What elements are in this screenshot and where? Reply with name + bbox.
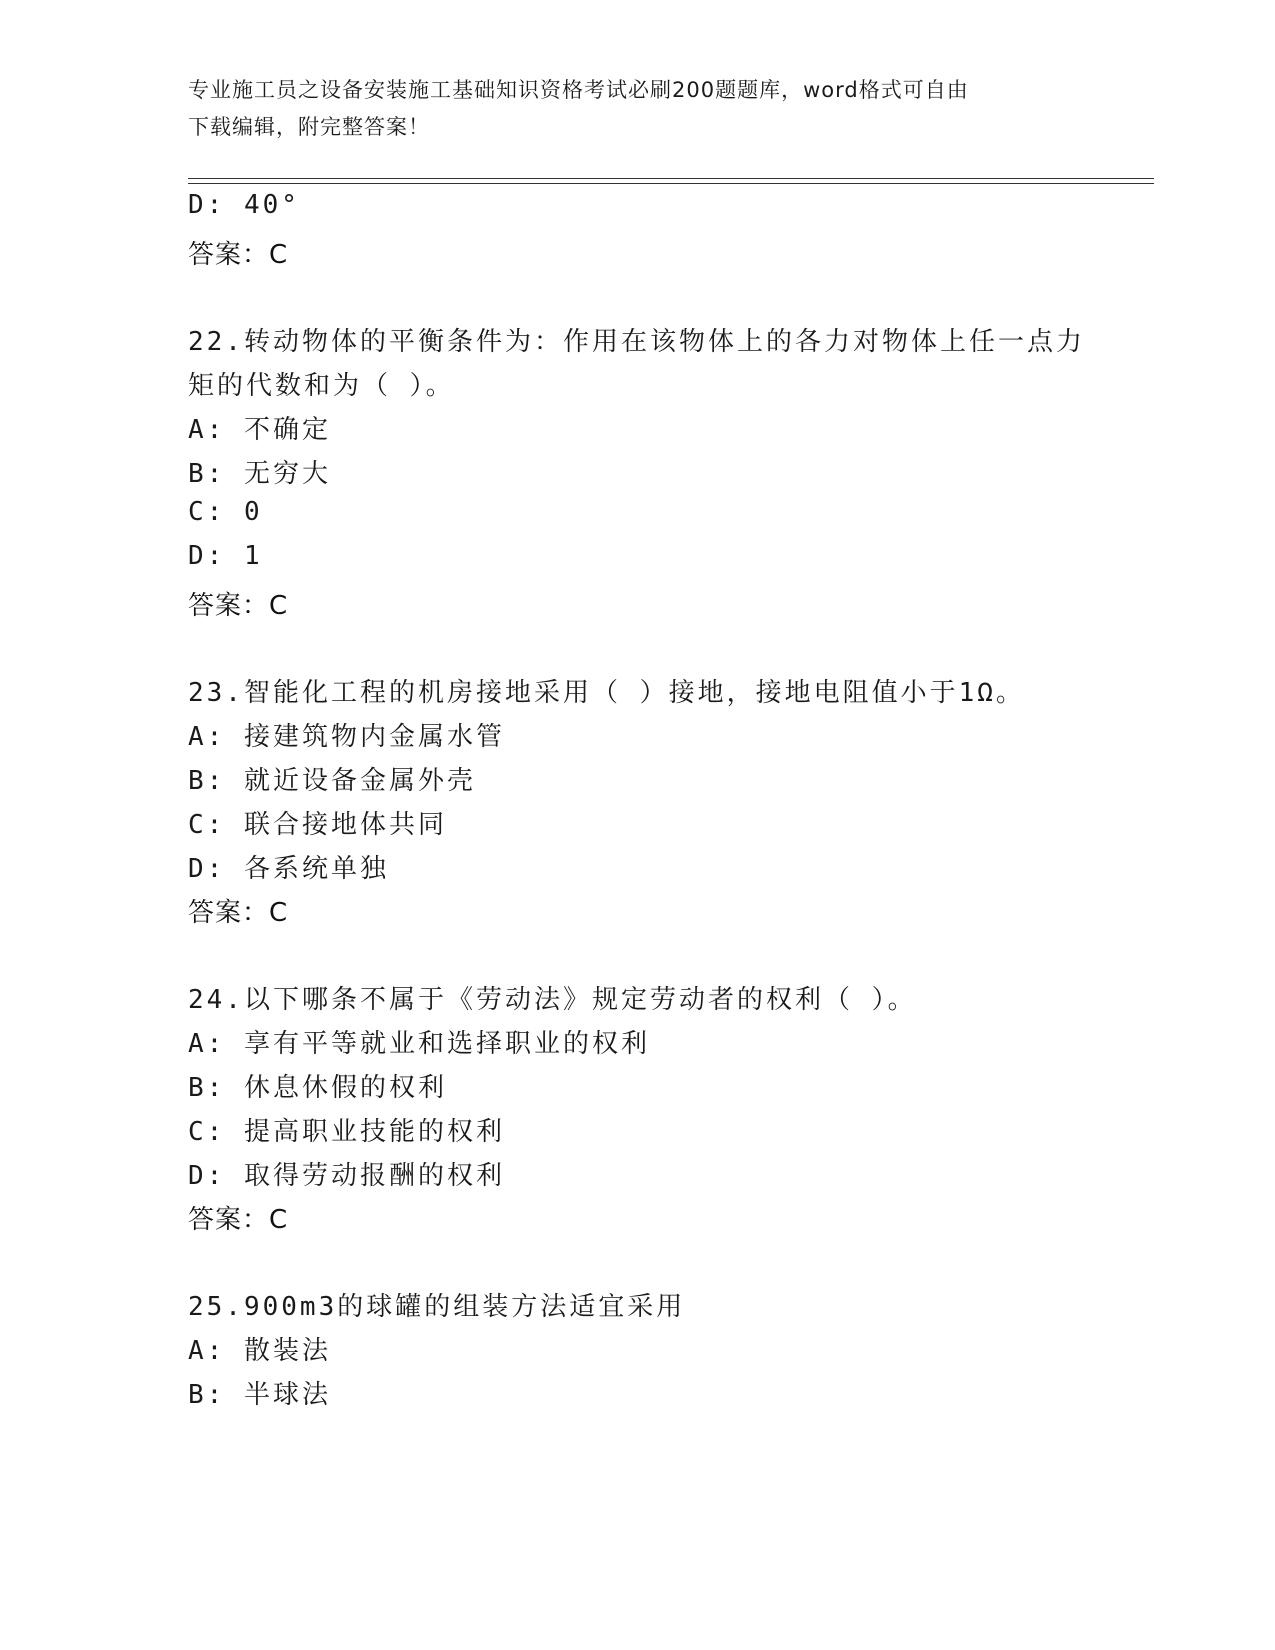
q23-option-d: D: 各系统单独 — [188, 854, 389, 884]
q24-option-c: C: 提高职业技能的权利 — [188, 1117, 505, 1147]
document-header — [188, 72, 1088, 146]
q24-option-d: D: 取得劳动报酬的权利 — [188, 1161, 505, 1191]
prev-option-d: D: 40° — [188, 190, 300, 220]
header-line-2: 下载编辑，附完整答案！ — [188, 115, 430, 139]
q25-option-b: B: 半球法 — [188, 1380, 331, 1410]
q23-stem: 23.智能化工程的机房接地采用（ ）接地，接地电阻值小于1Ω。 — [188, 678, 1025, 708]
q22-stem-line-2: 矩的代数和为（ ）。 — [188, 371, 455, 401]
q25-option-a: A: 散装法 — [188, 1336, 331, 1366]
q24-option-a: A: 享有平等就业和选择职业的权利 — [188, 1029, 650, 1059]
q24-stem: 24.以下哪条不属于《劳动法》规定劳动者的权利（ ）。 — [188, 985, 917, 1015]
q22-option-d: D: 1 — [188, 541, 263, 571]
q22-option-b: B: 无穷大 — [188, 459, 331, 489]
q23-option-b: B: 就近设备金属外壳 — [188, 766, 476, 796]
q22-answer: 答案：C — [188, 591, 289, 621]
q23-option-a: A: 接建筑物内金属水管 — [188, 722, 505, 752]
q22-option-a: A: 不确定 — [188, 415, 331, 445]
q23-option-c: C: 联合接地体共同 — [188, 810, 447, 840]
q23-answer: 答案：C — [188, 898, 289, 928]
header-line-1: 专业施工员之设备安装施工基础知识资格考试必刷200题题库，word格式可自由 — [188, 78, 969, 102]
q24-option-b: B: 休息休假的权利 — [188, 1073, 447, 1103]
q25-stem: 25.900m3的球罐的组装方法适宜采用 — [188, 1292, 686, 1322]
q22-stem-line-1: 22.转动物体的平衡条件为：作用在该物体上的各力对物体上任一点力 — [188, 327, 1085, 357]
header-rule-top — [188, 178, 1154, 179]
header-rule-bottom — [188, 183, 1154, 184]
q24-answer: 答案：C — [188, 1205, 289, 1235]
prev-answer: 答案：C — [188, 240, 289, 270]
q22-option-c: C: 0 — [188, 497, 263, 527]
